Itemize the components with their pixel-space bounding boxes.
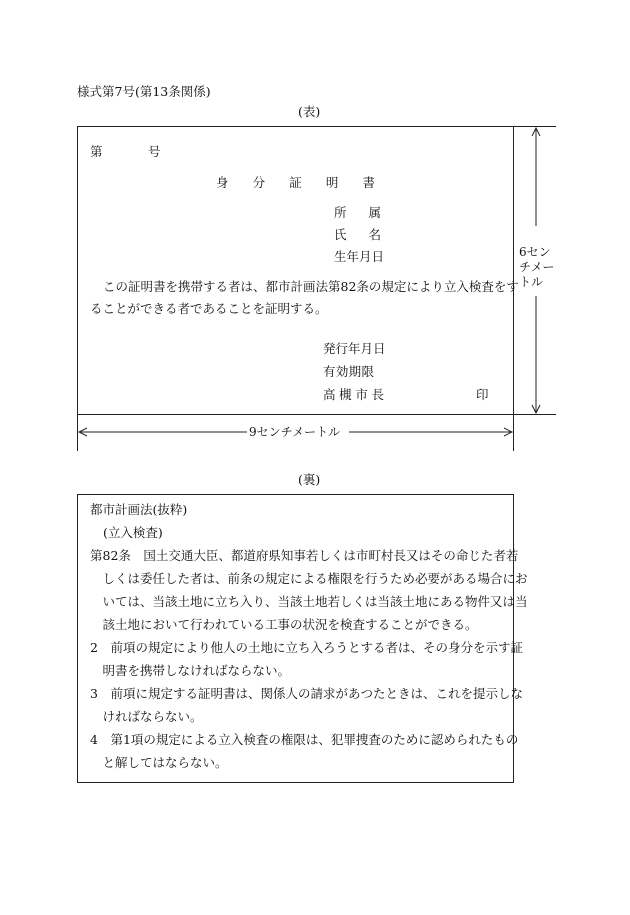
- title-char: 分: [252, 175, 266, 190]
- body-line-2: ることができる者であることを証明する。: [90, 301, 328, 316]
- front-label: (表): [298, 104, 321, 119]
- item-line: 明書を携帯しなければならない。: [90, 663, 291, 678]
- field-char: 高: [323, 387, 336, 402]
- dim-label-line: 6セン: [519, 245, 551, 259]
- field-char: 期: [348, 364, 362, 379]
- item-line: ければならない。: [90, 709, 203, 724]
- field-char: 長: [371, 387, 384, 402]
- body-line-1: この証明書を携帯する者は、都市計画法第82条の規定により立入検査をす: [103, 279, 519, 294]
- law-title: 都市計画法(抜粋): [90, 502, 188, 517]
- field-char: 属: [368, 205, 381, 220]
- article-line: いては、当該土地に立ち入り、当該土地若しくは当該土地にある物件又は当: [90, 594, 528, 609]
- field-char: 所: [334, 205, 347, 220]
- item-line: 2 前項の規定により他人の土地に立ち入ろうとする者は、その身分を示す証: [90, 640, 523, 655]
- field-char: 効: [335, 364, 349, 379]
- validity-label: [323, 366, 374, 379]
- field-char: 限: [361, 364, 374, 379]
- title-char: 書: [362, 175, 375, 190]
- article-line: 該土地において行われている工事の状況を検査することができる。: [90, 617, 478, 632]
- back-label: (裏): [298, 472, 321, 487]
- form-label: 様式第7号(第13条関係): [77, 84, 211, 99]
- field-name: [334, 229, 381, 242]
- item-line: 3 前項に規定する証明書は、関係人の請求があつたときは、これを提示しな: [90, 686, 523, 701]
- certificate-front-card: [77, 126, 514, 415]
- field-char: 名: [368, 227, 381, 242]
- dim-label-line: トル: [519, 275, 544, 289]
- title-char: 証: [289, 175, 302, 190]
- issue-date: 発行年月日: [323, 341, 386, 356]
- certificate-title: [216, 177, 375, 190]
- field-char: 氏: [334, 227, 347, 242]
- height-dimension-label: [519, 245, 555, 290]
- number-suffix: 号: [148, 144, 161, 159]
- mayor-label: [323, 389, 384, 402]
- item-line: と解してはならない。: [90, 755, 228, 770]
- item-line: 4 第1項の規定による立入検査の権限は、犯罪捜査のために認められたもの: [90, 732, 519, 747]
- field-birthdate: 生年月日: [334, 249, 385, 264]
- field-char: 有: [323, 364, 336, 379]
- field-char: 槻: [339, 387, 352, 402]
- article-line: しくは委任した者は、前条の規定による権限を行うため必要がある場合にお: [90, 571, 528, 586]
- dim-label-line: チメー: [519, 260, 555, 274]
- title-char: 身: [216, 175, 229, 190]
- field-char: 市: [355, 387, 368, 402]
- title-char: 明: [325, 175, 339, 190]
- article-line: 第82条 国土交通大臣、都道府県知事若しくは市町村長又はその命じた者若: [90, 548, 519, 563]
- width-dimension-label: 9センチメートル: [249, 425, 341, 439]
- section-heading: (立入検査): [103, 525, 163, 540]
- back-text: [90, 498, 528, 774]
- number-prefix: 第: [90, 144, 103, 159]
- seal-mark: 印: [476, 387, 489, 402]
- field-affiliation: [334, 207, 381, 220]
